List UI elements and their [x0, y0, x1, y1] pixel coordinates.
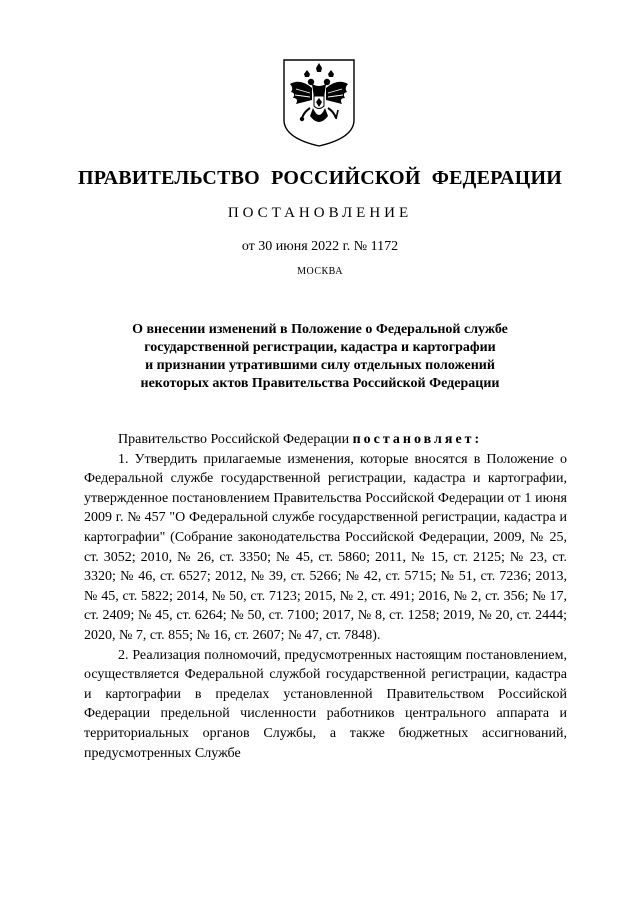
document-subject — [0, 321, 640, 393]
government-title: ПРАВИТЕЛЬСТВО РОССИЙСКОЙ ФЕДЕРАЦИИ — [78, 167, 562, 189]
document-body — [84, 430, 567, 763]
intro-prefix: Правительство Российской Федерации — [118, 432, 353, 447]
subject-line: О внесении изменений в Положение о Федеральной службе — [132, 322, 508, 337]
document-type: ПОСТАНОВЛЕНИЕ — [227, 205, 413, 221]
intro-resolves: постановляет: — [352, 432, 483, 447]
paragraph-item-1: 1. Утвердить прилагаемые изменения, которые вносятся в Положение о Федеральной службе государственной регистрации, кадастра и картографии, утвержденное постановлением Правительства Российской Федерации от 1 июня 2009 г. № 457 "О Федеральной службе государственной регистрации, кадастра и картографии" (Собрание законодательства Российской Федерации, 2009, № 25, ст. 3052; 2010, № 26, ст. 3350; № 45, ст. 5860; 2011, № 15, ст. 2125; № 23, ст. 3320; № 46, ст. 6527; 2012, № 39, ст. 5266; № 42, ст. 5715; № 51, ст. 7236; 2013, № 45, ст. 5822; 2014, № 50, ст. 7123; 2015, № 2, ст. 491; 2016, № 2, ст. 356; № 17, ст. 2409; № 45, ст. 6264; № 50, ст. 7100; 2017, № 8, ст. 1258; 2019, № 20, ст. 2444; 2020, № 7, ст. 855; № 16, ст. 2607; № 47, ст. 7848). — [84, 451, 567, 643]
document-date-number: от 30 июня 2022 г. № 1172 — [241, 239, 399, 254]
intro-paragraph — [84, 430, 567, 450]
subject-line: некоторых актов Правительства Российской Федерации — [140, 376, 500, 391]
paragraph-item-2: 2. Реализация полномочий, предусмотренных настоящим постановлением, осуществляется Федеральной службой государственной регистрации, кадастра и картографии в пределах установленной Правительством Российской Федерации предельной численности работников центрального аппарата и территориальных органов Службы, а также бюджетных ассигнований, предусмотренных Службе — [84, 647, 567, 761]
document-city: МОСКВА — [297, 266, 343, 277]
subject-line: и признании утратившими силу отдельных положений — [145, 358, 495, 373]
subject-line: государственной регистрации, кадастра и картографии — [144, 340, 496, 355]
coat-of-arms-icon — [282, 58, 356, 148]
